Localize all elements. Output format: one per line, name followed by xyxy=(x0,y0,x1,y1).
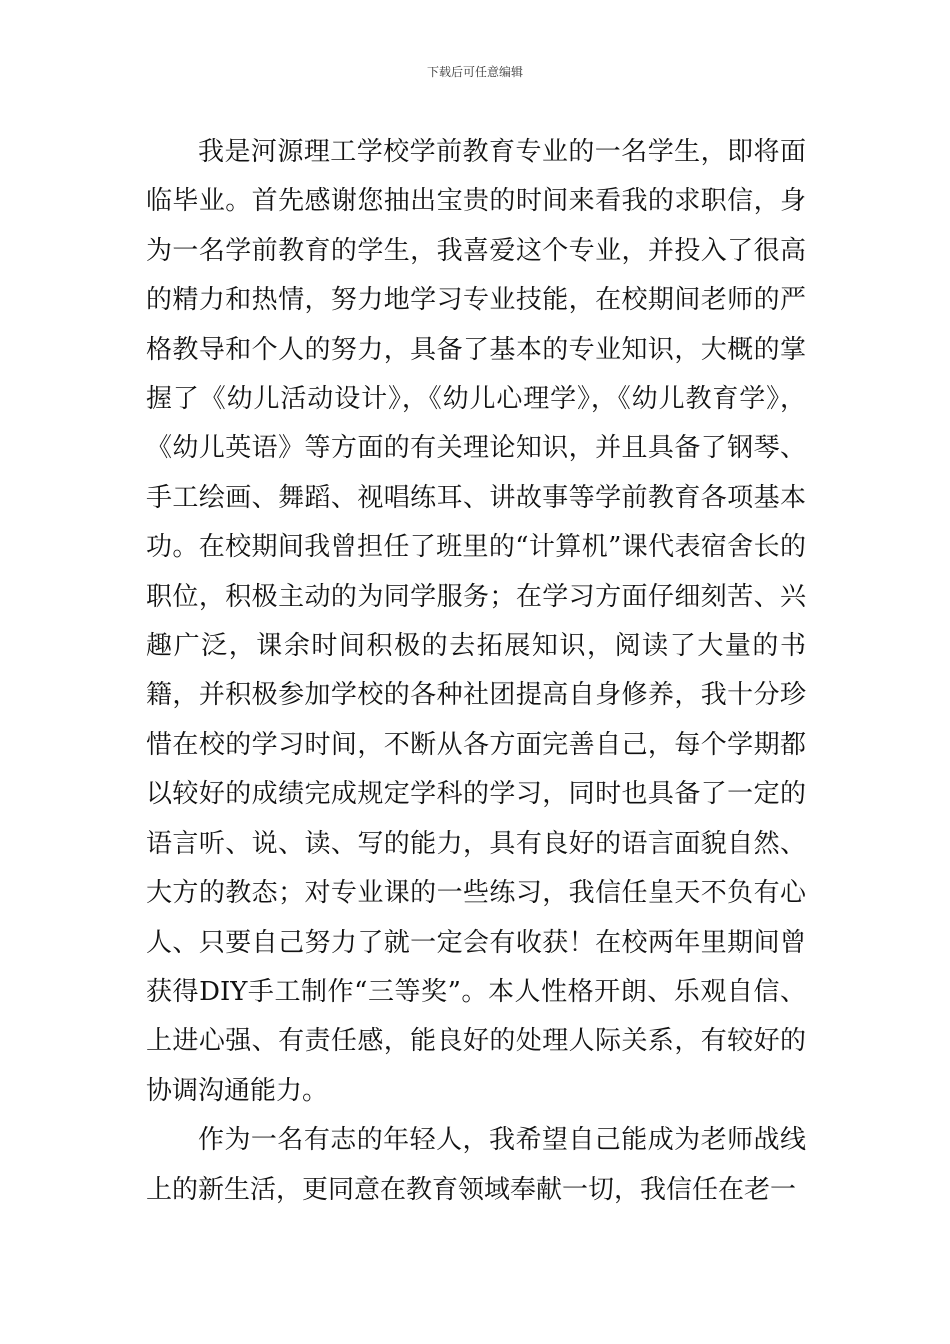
page-header-note: 下载后可任意编辑 xyxy=(426,65,523,79)
paragraph-1: 我是河源理工学校学前教育专业的一名学生，即将面临毕业。首先感谢您抽出宝贵的时间来看我的求职信，身为一名学前教育的学生，我喜爱这个专业，并投入了很高的精力和热情，努力地学习专业技能，在校期间老师的严格教导和个人的努力，具备了基本的专业知识，大概的掌握了《幼儿活动设计》，《幼儿心理学》，《幼儿教育学》，《幼儿英语》等方面的有关理论知识，并且具备了钢琴、手工绘画、舞蹈、视唱练耳、讲故事等学前教育各项基本功。在校期间我曾担任了班里的“计算机”课代表宿舍长的职位，积极主动的为同学服务；在学习方面仔细刻苦、兴趣广泛，课余时间积极的去拓展知识，阅读了大量的书籍，并积极参加学校的各种社团提高自身修养，我十分珍惜在校的学习时间，不断从各方面完善自己，每个学期都以较好的成绩完成规定学科的学习，同时也具备了一定的语言听、说、读、写的能力，具有良好的语言面貌自然、大方的教态；对专业课的一些练习，我信任皇天不负有心人、只要自己努力了就一定会有收获！在校两年里期间曾获得DIY手工制作“三等奖”。本人性格开朗、乐观自信、上进心强、有责任感，能良好的处理人际关系，有较好的协调沟通能力。 xyxy=(146,137,806,1106)
paragraph-2: 作为一名有志的年轻人，我希望自己能成为老师战线上的新生活，更同意在教育领域奉献一切，我信任在老一 xyxy=(146,1125,806,1205)
letter-body xyxy=(146,128,806,1215)
